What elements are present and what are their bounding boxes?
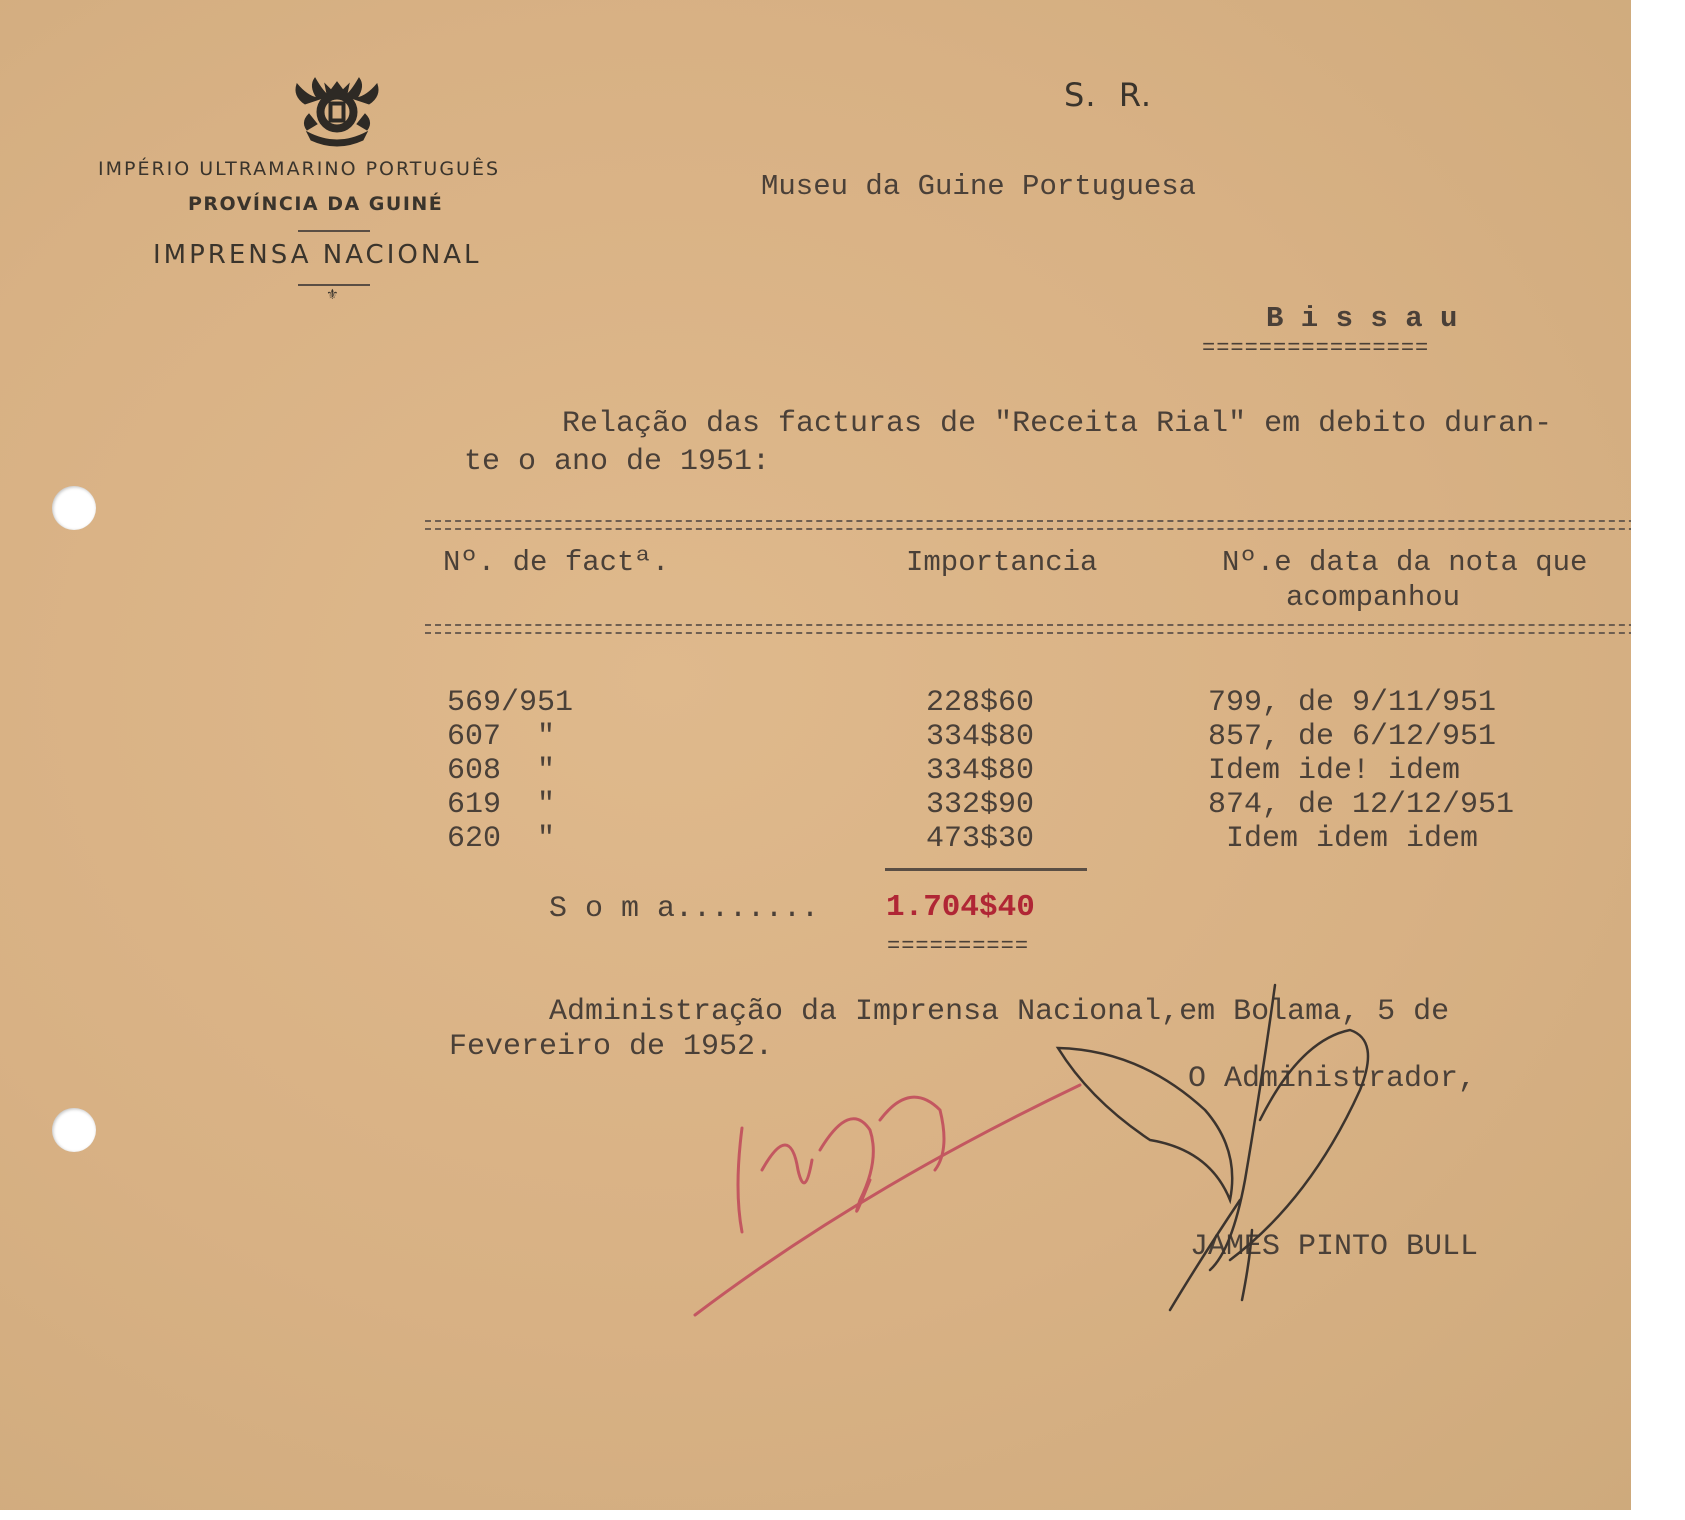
sum-value: 1.704$40 <box>886 890 1035 925</box>
closing-line-2: Fevereiro de 1952. <box>449 1030 774 1064</box>
row-number: 620 " <box>447 822 556 856</box>
row-note: 874, de 12/12/951 <box>1208 788 1515 822</box>
letterhead-divider-1 <box>298 230 370 232</box>
letterhead-divider-2 <box>298 284 370 286</box>
punch-hole-top <box>52 486 96 530</box>
row-amount: 334$80 <box>926 720 1035 754</box>
row-note: Idem ide! idem <box>1208 754 1461 788</box>
row-number: 569/951 <box>447 686 574 720</box>
row-amount: 334$80 <box>926 754 1035 788</box>
intro-line-1: Relação das facturas de "Receita Rial" em debito duran- <box>562 407 1553 441</box>
city: B i s s a u <box>1266 302 1458 335</box>
row-number: 608 " <box>447 754 556 788</box>
letterhead-ornament: ⚜ <box>326 287 341 303</box>
letterhead-province: PROVÍNCIA DA GUINÉ <box>188 193 444 215</box>
closing-line-1: Administração da Imprensa Nacional,em Bolama, 5 de <box>549 995 1450 1029</box>
row-note: Idem idem idem <box>1208 822 1479 856</box>
row-number: 607 " <box>447 720 556 754</box>
closing-signoff: O Administrador, <box>1188 1062 1477 1096</box>
page-edge <box>1631 0 1658 1510</box>
reference-sr: S. R. <box>1064 76 1153 114</box>
row-note: 799, de 9/11/951 <box>1208 686 1497 720</box>
city-underline: ================ <box>1202 336 1430 361</box>
column-header-amount: Importancia <box>906 546 1098 579</box>
column-header-number: Nº. de factª. <box>443 546 670 579</box>
signatory-name: JAMES PINTO BULL <box>1190 1230 1479 1264</box>
column-header-note: Nº.e data da nota que <box>1222 546 1588 579</box>
intro-line-2: te o ano de 1951: <box>464 445 771 479</box>
table-rule-bottom <box>425 624 1658 634</box>
row-number: 619 " <box>447 788 556 822</box>
punch-hole-bottom <box>52 1108 96 1152</box>
sum-rule <box>885 868 1087 871</box>
column-header-note-2: acompanhou <box>1286 581 1461 614</box>
coat-of-arms-icon <box>287 74 387 150</box>
row-note: 857, de 6/12/951 <box>1208 720 1497 754</box>
letterhead-empire: IMPÉRIO ULTRAMARINO PORTUGUÊS <box>98 158 501 180</box>
row-amount: 473$30 <box>926 822 1035 856</box>
sum-label: S o m a........ <box>549 892 820 926</box>
row-amount: 332$90 <box>926 788 1035 822</box>
letterhead-imprensa: IMPRENSA NACIONAL <box>153 240 482 270</box>
red-initials-mark <box>695 1085 1080 1315</box>
table-rule-top <box>425 520 1658 530</box>
addressee: Museu da Guine Portuguesa <box>761 170 1197 203</box>
sum-underline: ========== <box>887 934 1030 959</box>
row-amount: 228$60 <box>926 686 1035 720</box>
